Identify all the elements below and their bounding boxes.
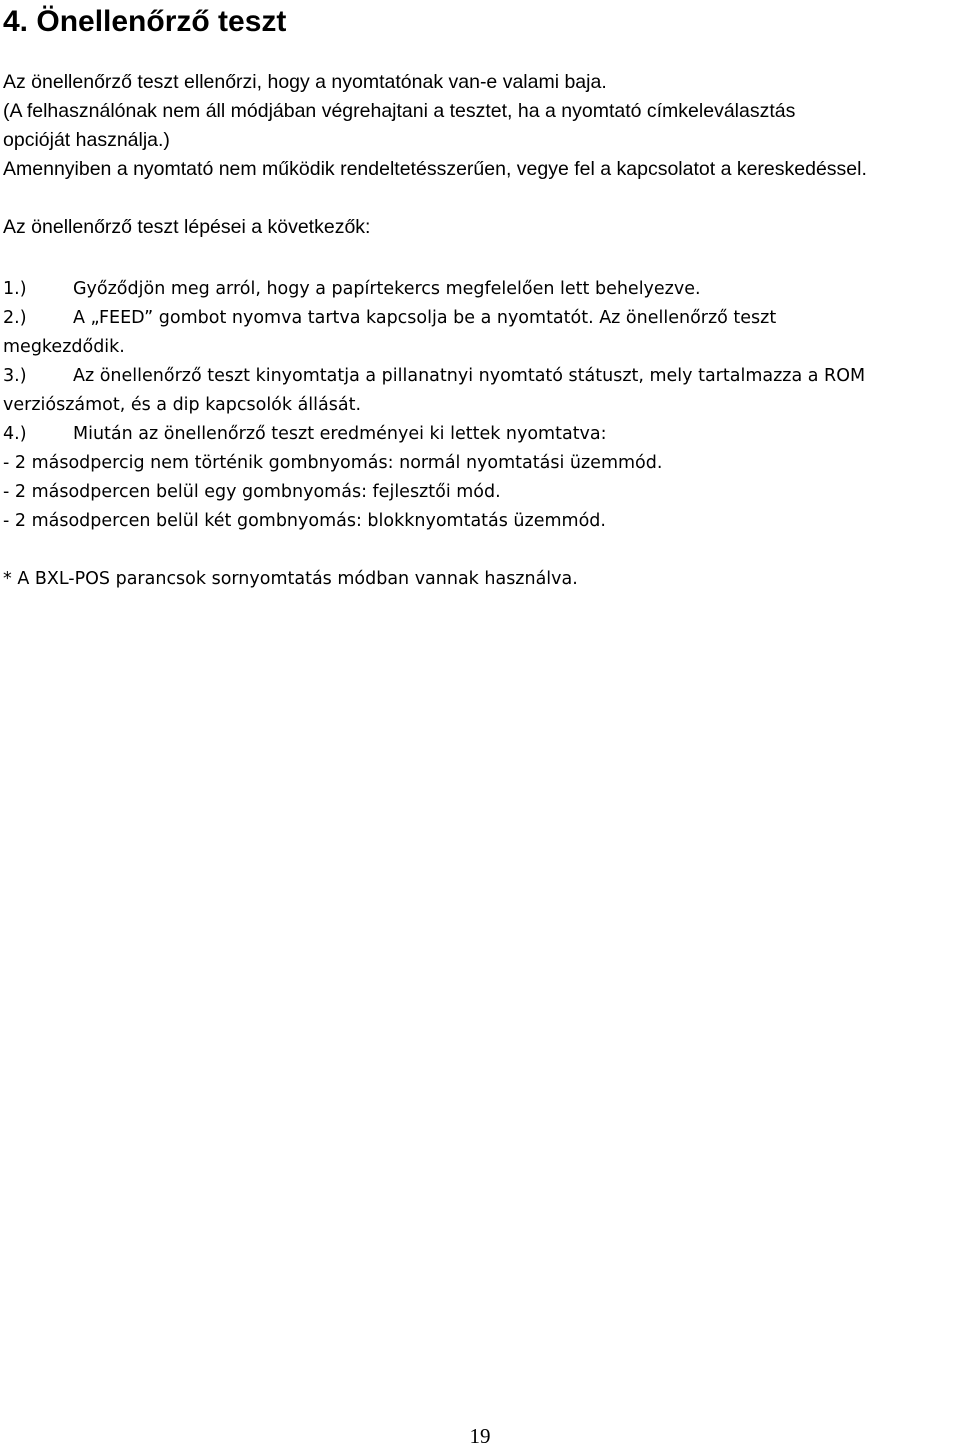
intro-line: (A felhasználónak nem áll módjában végrehajtani a tesztet, ha a nyomtató címkeleválasztás (3, 100, 796, 122)
intro-line: opcióját használja.) (3, 129, 170, 151)
step-text: Az önellenőrző teszt kinyomtatja a pillanatnyi nyomtató státuszt, mely tartalmazza a ROM (73, 366, 866, 386)
option-item: - 2 másodpercen belül két gombnyomás: blokknyomtatás üzemmód. (3, 511, 606, 531)
intro-block (3, 68, 953, 242)
option-item: - 2 másodpercig nem történik gombnyomás: normál nyomtatási üzemmód. (3, 453, 663, 473)
intro-line: Amennyiben a nyomtató nem működik rendeltetésszerűen, vegye fel a kapcsolatot a kereskedéssel. (3, 158, 867, 180)
step-item (3, 420, 953, 449)
step-continuation: verziószámot, és a dip kapcsolók állását. (3, 395, 362, 415)
intro-line: Az önellenőrző teszt ellenőrzi, hogy a nyomtatónak van-e valami baja. (3, 71, 607, 93)
step-number: 2.) (3, 308, 27, 328)
section-heading: 4. Önellenőrző teszt (3, 5, 287, 38)
step-text: Miután az önellenőrző teszt eredményei ki lettek nyomtatva: (73, 424, 607, 444)
step-item (3, 275, 953, 304)
page-number: 19 (469, 1424, 491, 1448)
steps-list (3, 275, 953, 594)
step-item (3, 362, 953, 391)
step-number: 4.) (3, 424, 27, 444)
step-number: 3.) (3, 366, 27, 386)
step-item (3, 304, 953, 333)
step-number: 1.) (3, 279, 27, 299)
step-text: A „FEED” gombot nyomva tartva kapcsolja be a nyomtatót. Az önellenőrző teszt (73, 308, 777, 328)
step-continuation: megkezdődik. (3, 337, 125, 357)
steps-intro: Az önellenőrző teszt lépései a következők: (3, 216, 371, 238)
footnote: * A BXL-POS parancsok sornyomtatás módban vannak használva. (3, 569, 578, 589)
option-item: - 2 másodpercen belül egy gombnyomás: fejlesztői mód. (3, 482, 501, 502)
step-text: Győződjön meg arról, hogy a papírtekercs megfelelően lett behelyezve. (73, 279, 701, 299)
